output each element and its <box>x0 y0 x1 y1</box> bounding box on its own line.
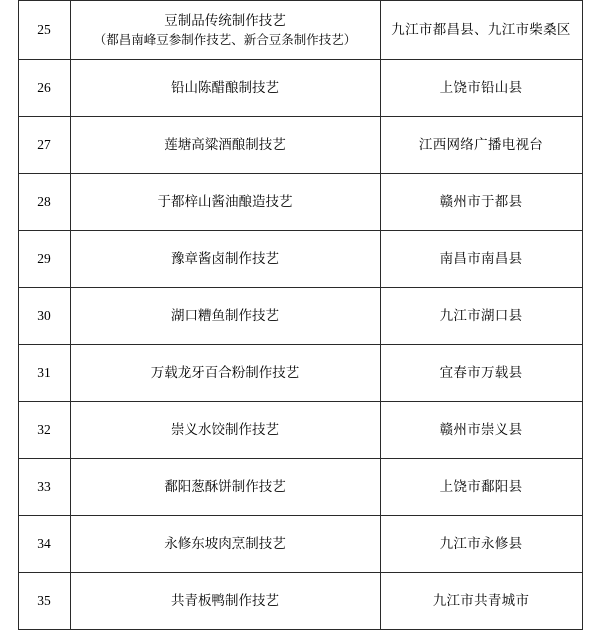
row-project-name <box>70 573 380 630</box>
row-region: 赣州市崇义县 <box>380 402 582 459</box>
row-region: 江西网络广播电视台 <box>380 117 582 174</box>
row-region: 南昌市南昌县 <box>380 231 582 288</box>
table-row <box>18 174 582 231</box>
table-row <box>18 573 582 630</box>
row-number: 29 <box>18 231 70 288</box>
row-number: 28 <box>18 174 70 231</box>
row-number: 25 <box>18 1 70 60</box>
table-row <box>18 402 582 459</box>
row-region: 上饶市铅山县 <box>380 60 582 117</box>
table-row <box>18 1 582 60</box>
row-number: 27 <box>18 117 70 174</box>
row-project-name <box>70 1 380 60</box>
project-name-primary: 豫章酱卤制作技艺 <box>171 251 279 267</box>
row-project-name <box>70 174 380 231</box>
table-row <box>18 231 582 288</box>
row-project-name <box>70 459 380 516</box>
project-name-primary: 永修东坡肉烹制技艺 <box>164 536 286 552</box>
row-number: 35 <box>18 573 70 630</box>
row-project-name <box>70 117 380 174</box>
table-row <box>18 459 582 516</box>
project-name-secondary: （都昌南峰豆参制作技艺、新合豆条制作技艺） <box>93 32 357 47</box>
row-region: 宜春市万载县 <box>380 345 582 402</box>
table-row <box>18 345 582 402</box>
table-row <box>18 516 582 573</box>
table-row <box>18 117 582 174</box>
row-region: 九江市永修县 <box>380 516 582 573</box>
project-name-primary: 于都梓山酱油酿造技艺 <box>157 194 293 210</box>
row-number: 31 <box>18 345 70 402</box>
row-number: 26 <box>18 60 70 117</box>
row-project-name <box>70 345 380 402</box>
row-number: 32 <box>18 402 70 459</box>
row-region: 上饶市鄱阳县 <box>380 459 582 516</box>
project-name-primary: 鄱阳葱酥饼制作技艺 <box>164 479 286 495</box>
project-name-primary: 豆制品传统制作技艺 <box>164 13 286 29</box>
heritage-items-table <box>18 0 583 630</box>
table-row <box>18 60 582 117</box>
row-project-name <box>70 516 380 573</box>
project-name-primary: 共青板鸭制作技艺 <box>171 593 279 609</box>
table-row <box>18 288 582 345</box>
row-project-name <box>70 60 380 117</box>
project-name-primary: 湖口糟鱼制作技艺 <box>171 308 279 324</box>
project-name-primary: 莲塘高粱酒酿制技艺 <box>164 137 286 153</box>
row-region: 赣州市于都县 <box>380 174 582 231</box>
row-region: 九江市共青城市 <box>380 573 582 630</box>
row-project-name <box>70 402 380 459</box>
project-name-primary: 万载龙牙百合粉制作技艺 <box>150 365 300 381</box>
row-number: 30 <box>18 288 70 345</box>
row-project-name <box>70 288 380 345</box>
row-number: 34 <box>18 516 70 573</box>
project-name-primary: 铅山陈醋酿制技艺 <box>171 80 279 96</box>
row-region: 九江市湖口县 <box>380 288 582 345</box>
row-region: 九江市都昌县、九江市柴桑区 <box>380 1 582 60</box>
row-number: 33 <box>18 459 70 516</box>
row-project-name <box>70 231 380 288</box>
table-body <box>18 1 582 630</box>
project-name-primary: 崇义水饺制作技艺 <box>171 422 279 438</box>
